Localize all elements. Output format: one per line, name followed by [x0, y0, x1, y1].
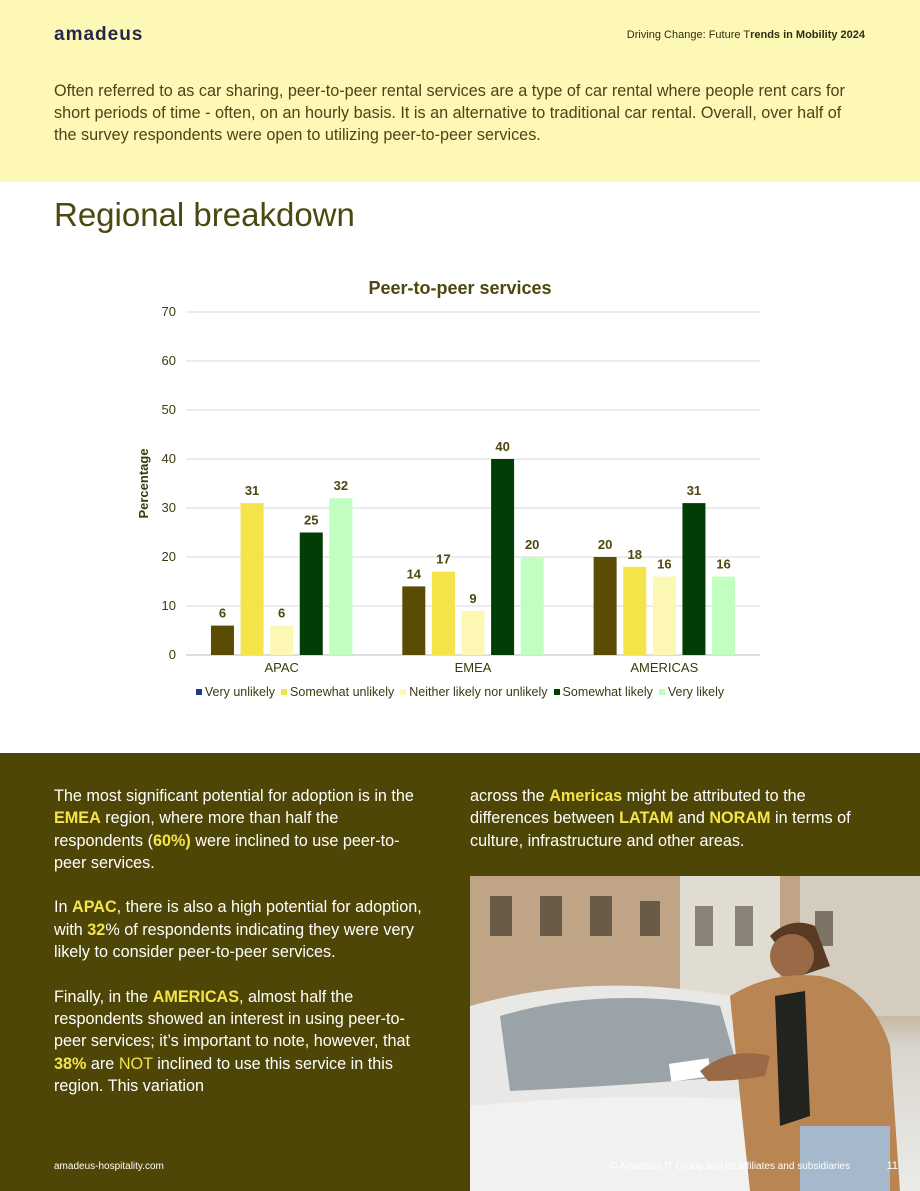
y-tick-label: 60 [161, 353, 176, 368]
data-label: 6 [278, 605, 286, 621]
footer-copyright: © Amadeus IT Group and its affiliates and subsidiaries [609, 1161, 850, 1172]
highlight-text: EMEA [54, 809, 101, 828]
body-text: , almost half the respondents showed an interest in using peer-to-peer services; it’s important to note, however, that [54, 987, 411, 1051]
document-title-bold: rends in Mobility 2024 [750, 29, 865, 41]
data-label: 40 [495, 439, 510, 454]
bar [270, 626, 293, 655]
footer-website: amadeus-hospitality.com [54, 1161, 164, 1172]
bar [211, 626, 234, 655]
bar [712, 577, 735, 655]
body-text: in terms of culture, infrastructure and other areas. [470, 809, 851, 850]
bar [241, 503, 264, 655]
highlight-text: 32 [87, 920, 106, 939]
body-text: might be attributed to the differences between [470, 787, 806, 828]
highlight-text: NORAM [709, 809, 771, 828]
body-text: , there is also a high potential for adoption, with [54, 898, 422, 939]
intro-paragraph: Often referred to as car sharing, peer-to-peer rental services are a type of car rental where people rent cars for short periods of time - often, on an hourly basis. It is an alternative to traditional car rental. Overall, over half of the survey respondents were open to utilizing peer-to-peer services. [54, 82, 845, 144]
x-tick-label: APAC [264, 660, 299, 675]
y-axis-label: Percentage [136, 448, 151, 519]
y-tick-label: 0 [168, 647, 176, 662]
data-label: 31 [686, 483, 702, 499]
x-tick-label: AMERICAS [630, 660, 699, 675]
y-tick-label: 50 [161, 402, 176, 417]
body-text: In [54, 898, 72, 917]
bar [521, 557, 544, 655]
data-label: 9 [469, 590, 477, 606]
bar [682, 503, 705, 655]
findings-right-column [470, 785, 870, 852]
findings-left-column [54, 785, 424, 1119]
data-label: 16 [657, 556, 672, 572]
legend-label: Very unlikely [204, 685, 276, 699]
legend-swatch [400, 689, 406, 695]
data-label: 20 [597, 537, 613, 552]
legend-label: Somewhat likely [562, 685, 653, 699]
y-tick-label: 20 [161, 549, 176, 564]
highlight-text: Americas [549, 787, 623, 805]
legend-item [659, 685, 724, 699]
bar [491, 459, 514, 655]
bar [300, 533, 323, 656]
bar [653, 577, 676, 655]
findings-paragraph-continued [470, 785, 870, 852]
y-tick-label: 40 [161, 451, 176, 466]
legend-label: Very likely [667, 685, 725, 699]
body-text: Finally, in the [54, 987, 153, 1006]
data-label: 16 [716, 556, 731, 572]
y-tick-label: 70 [161, 304, 176, 319]
highlight-text: NOT [118, 1054, 153, 1073]
amadeus-logo: amadeus [54, 24, 144, 45]
findings-paragraph-americas [54, 986, 424, 1097]
bar-chart [120, 300, 780, 680]
data-label: 20 [524, 537, 540, 552]
data-label: 6 [218, 605, 227, 621]
document-title [627, 29, 865, 41]
legend-swatch [196, 689, 202, 695]
body-text: % of respondents indicating they were very likely to consider peer-to-peer services. [54, 920, 414, 962]
legend-item [400, 685, 547, 699]
body-text: were inclined to use peer-to-peer services. [54, 831, 400, 872]
document-title-prefix: Driving Change: Future T [626, 29, 751, 41]
legend-label: Somewhat unlikely [290, 685, 395, 699]
bar [462, 611, 485, 655]
man-at-car-photo [470, 876, 920, 1191]
y-tick-label: 30 [161, 500, 176, 515]
body-text: and [673, 809, 710, 828]
data-label: 25 [304, 512, 319, 528]
data-label: 14 [406, 566, 422, 582]
highlight-text: 60%) [152, 831, 191, 850]
legend-item [281, 685, 394, 699]
data-label: 31 [244, 483, 260, 499]
y-tick-label: 10 [161, 598, 176, 613]
data-label: 17 [436, 551, 451, 567]
data-label: 32 [333, 478, 349, 494]
data-label: 18 [627, 546, 642, 562]
highlight-text: AMERICAS [152, 987, 240, 1006]
bar [329, 498, 352, 655]
body-text: are [86, 1054, 119, 1073]
legend-swatch [281, 689, 287, 695]
chart-legend [0, 685, 920, 699]
legend-swatch [554, 689, 560, 695]
bar [623, 567, 646, 655]
legend-label: Neither likely nor unlikely [409, 685, 548, 699]
body-text: The most significant potential for adoption is in the [54, 787, 414, 805]
body-text: region, where more than half the respondents ( [54, 809, 339, 850]
body-text: inclined to use this service in this region. This variation [54, 1054, 393, 1095]
findings-paragraph-emea [54, 785, 424, 874]
legend-item [554, 685, 653, 699]
page-number: 11 [886, 1160, 898, 1172]
findings-paragraph-apac [54, 896, 424, 963]
chart-title: Peer-to-peer services [368, 278, 552, 298]
bar [432, 572, 455, 655]
highlight-text: APAC [72, 898, 117, 917]
highlight-text: 38% [54, 1054, 87, 1073]
legend-item [196, 685, 275, 699]
x-tick-label: EMEA [454, 660, 492, 675]
bar [594, 557, 617, 655]
body-text: across the [470, 787, 550, 805]
bar [402, 586, 425, 655]
highlight-text: LATAM [619, 809, 674, 828]
section-title: Regional breakdown [54, 196, 355, 233]
legend-swatch [659, 689, 665, 695]
